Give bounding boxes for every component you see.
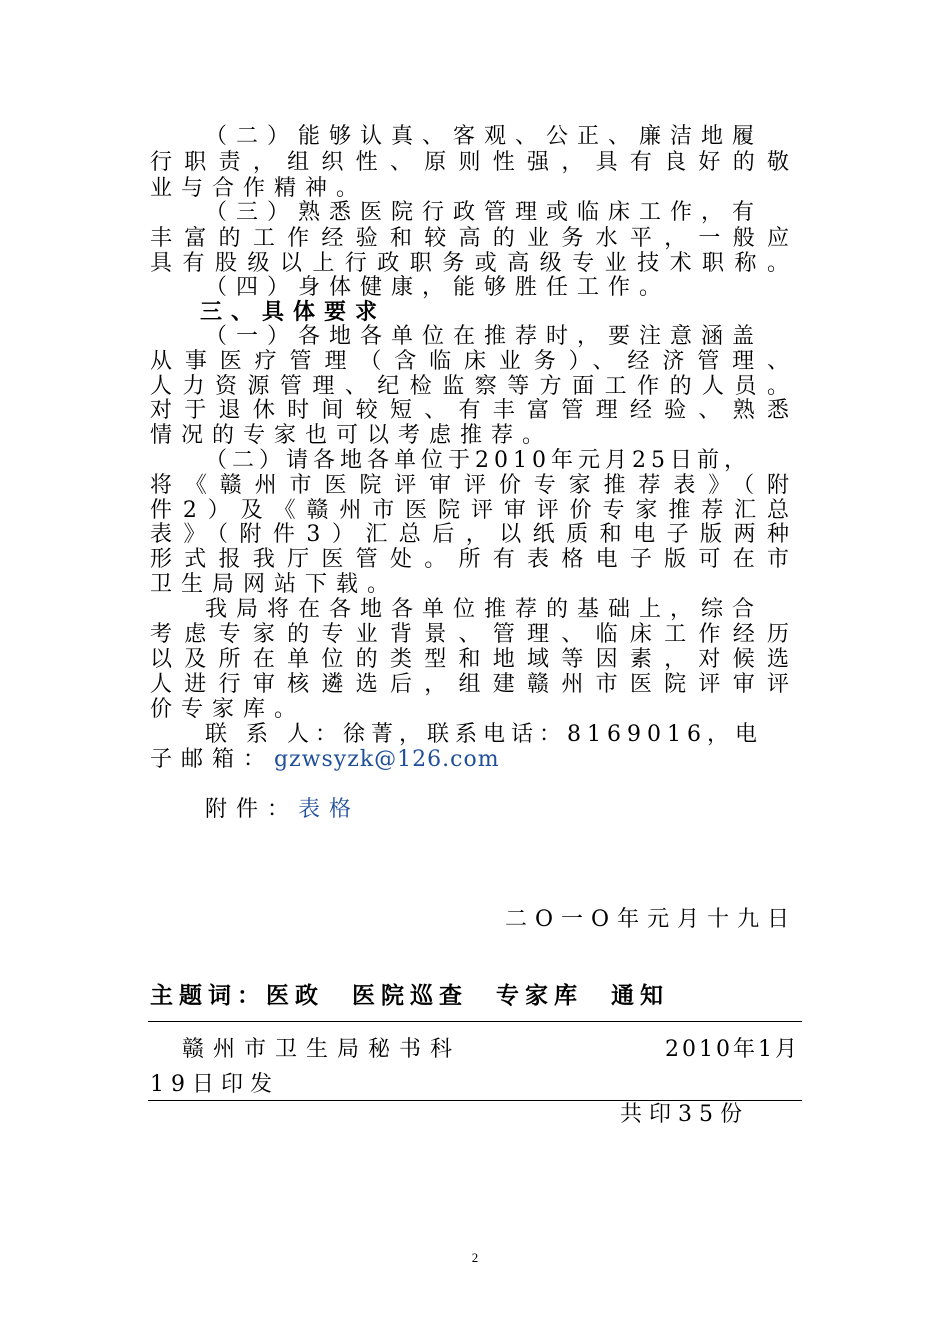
attachment-label: 附件： <box>205 797 299 822</box>
para-line: （四）身体健康，能够胜任工作。 <box>205 275 671 300</box>
para-line: 考虑专家的专业背景、管理、临床工作经历 <box>150 622 795 647</box>
para-line: 价专家库。 <box>150 697 306 722</box>
divider-line <box>148 1021 802 1022</box>
para-line: 行职责，组织性、原则性强，具有良好的敬 <box>150 150 795 175</box>
email-label: 子邮箱： <box>150 747 275 772</box>
para-line: （一）各地各单位在推荐时，要注意涵盖 <box>205 324 764 349</box>
email-link[interactable]: gzwsyzk@126.com <box>274 747 500 772</box>
attachment-link[interactable]: 表格 <box>298 797 361 822</box>
para-line: 表》（附件3）汇总后，以纸质和电子版两种 <box>150 522 795 547</box>
para-line: 卫生局网站下载。 <box>150 572 399 597</box>
para-line: （三）熟悉医院行政管理或临床工作，有 <box>205 200 764 225</box>
para-line: 丰富的工作经验和较高的业务水平，一般应 <box>150 226 795 251</box>
para-line: 具有股级以上行政职务或高级专业技术职称。 <box>150 251 795 276</box>
para-line: 业与合作精神。 <box>150 176 368 201</box>
contact-line: 联 系 人：徐菁，联系电话：8169016，电 <box>205 722 763 747</box>
para-line: 人进行审核遴选后，组建赣州市医院评审评 <box>150 672 795 697</box>
issue-date-cont: 19日印发 <box>150 1072 279 1097</box>
para-line: （二）能够认真、客观、公正、廉洁地履 <box>205 124 764 149</box>
para-line: 情况的专家也可以考虑推荐。 <box>150 423 554 448</box>
para-line: 人力资源管理、纪检监察等方面工作的人员。 <box>150 374 795 399</box>
attachment-line <box>205 797 360 823</box>
para-line: 我局将在各地各单位推荐的基础上，综合 <box>205 597 764 622</box>
document-date: 二O一O年元月十九日 <box>505 907 798 932</box>
para-line: （二）请各地各单位于2010年元月25日前， <box>205 448 751 473</box>
para-line: 对于退休时间较短、有丰富管理经验、熟悉 <box>150 398 795 423</box>
para-line: 以及所在单位的类型和地域等因素，对候选 <box>150 647 795 672</box>
para-line: 从事医疗管理（含临床业务）、经济管理、 <box>150 349 795 374</box>
section-heading: 三、具体要求 <box>200 299 387 325</box>
issuer-name: 赣州市卫生局秘书科 <box>182 1037 462 1062</box>
contact-line <box>150 747 500 773</box>
para-line: 将《赣州市医院评审评价专家推荐表》（附 <box>150 473 795 498</box>
para-line: 件2）及《赣州市医院评审评价专家推荐汇总 <box>150 498 795 523</box>
copies-count: 共印35份 <box>620 1102 749 1127</box>
para-line: 形式报我厅医管处。所有表格电子版可在市 <box>150 547 795 572</box>
subject-keywords: 主题词：医政 医院巡查 专家库 通知 <box>150 982 670 1009</box>
issue-date: 2010年1月 <box>665 1037 800 1062</box>
divider-line <box>148 1100 802 1101</box>
page-number: 2 <box>471 1250 479 1265</box>
